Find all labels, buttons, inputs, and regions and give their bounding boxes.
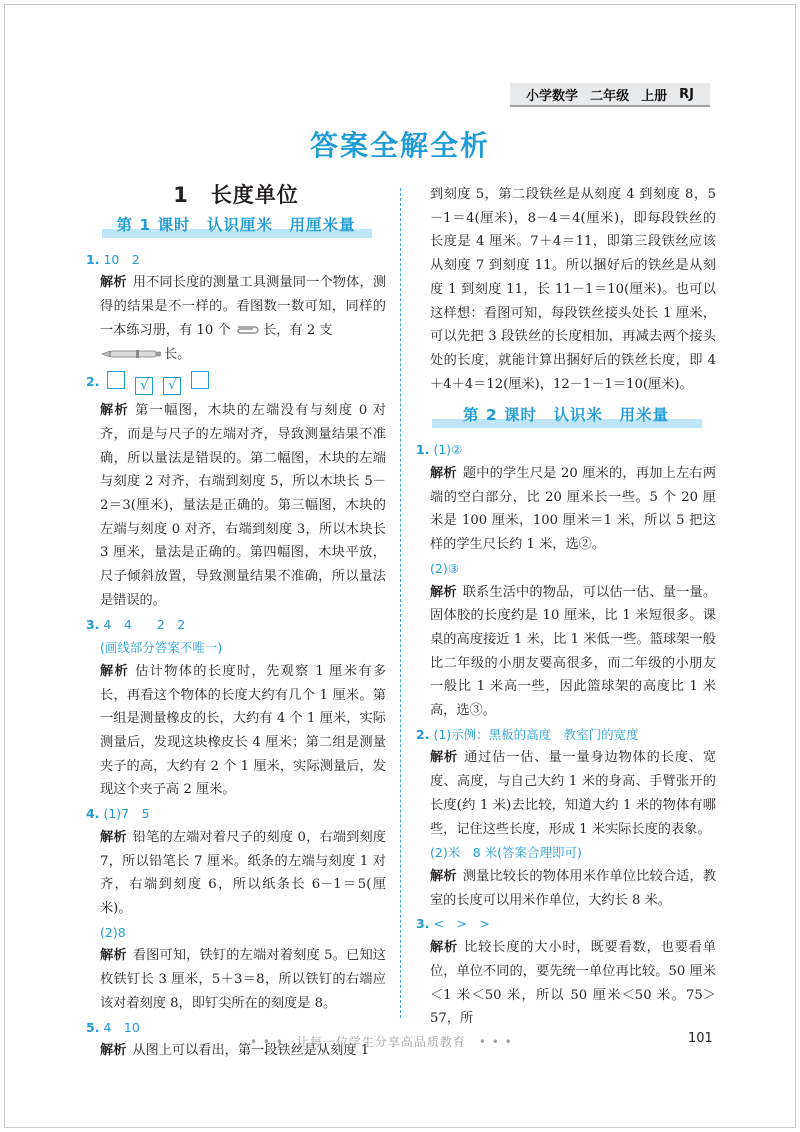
q1-exp-part-b: 长，有 2 支 (263, 322, 333, 338)
q3-answer-text: 4 4 2 2 (103, 616, 186, 632)
r-q2-exp-1-text: 通过估一估、量一量身边物体的长度、宽度、高度，与自己大约 1 米的身高、手臂张开的长度(约 1 米)去比较，知道大约 1 米的物体有哪些，记住这些长度，形成 1 米实际长度的表象。 (430, 750, 717, 837)
q4-exp-2-text: 看图可知，铁钉的左端对着刻度 5。已知这枚铁钉长 3 厘米，5＋3＝8，所以铁钉的右端应该对着刻度 8，即钉尖所在的刻度是 8。 (100, 948, 386, 1011)
explanation-label: 解析 (100, 275, 127, 291)
q1-answer (86, 248, 386, 272)
r-q3-answer-text: < > > (433, 916, 490, 932)
q2-number: 2. (86, 374, 100, 390)
unit-name: 长度单位 (210, 183, 299, 207)
r-q1-answer-1-text: (1)② (433, 442, 463, 458)
r-q1-explanation-1 (416, 462, 716, 557)
explanation-label: 解析 (100, 403, 130, 419)
q1-explanation (86, 271, 386, 366)
q5-number: 5. (86, 1019, 100, 1035)
r-q2-explanation-2 (416, 865, 716, 912)
q3-number: 3. (86, 616, 100, 632)
header-edition: RJ (679, 86, 694, 102)
header-volume: 上册 (641, 88, 668, 104)
r-q3-exp-text: 比较长度的大小时，既要看数，也要看单位，单位不同的，要先统一单位再比较。50 厘米＜1 米＜50 米，所以 50 厘米＜50 米。75＞57，所 (430, 940, 717, 1027)
r-q1-answer-2: (2)③ (430, 560, 459, 576)
footer-slogan: • • • 让每一位学生分享高品质教育 • • • (250, 1035, 513, 1049)
unit-title (86, 184, 386, 208)
q4-answer-1-text: (1)7 5 (103, 806, 150, 822)
q5-explanation-continued: 到刻度 5，第二段铁丝是从刻度 4 到刻度 8，5－1＝4(厘米)，8－4＝4(厘米)，即每段铁丝的长度是 4 厘米。7＋4＝11，即第三段铁丝应该从刻度 7 到刻度 11。所以捆好后的铁丝是从刻度 1 到刻度 11，长 11－1＝10(厘米)。也可以这样想：看图可知，每段铁丝接头处长 1 厘米，可以先把 3 段铁丝的长度相加，再减去两个接头处的长度，就能计算出捆好后的铁丝长度，即 4＋4＋4＝12(厘米)，12－1－1＝10(厘米)。 (430, 187, 716, 392)
explanation-label: 解析 (430, 466, 457, 482)
explanation-label: 解析 (100, 829, 127, 845)
paperclip-icon (235, 325, 259, 335)
q5-exp-text: 从图上可以看出，第一段铁丝是从刻度 1 (132, 1043, 370, 1059)
explanation-label: 解析 (430, 940, 459, 956)
q5-answer-text: 4 10 (103, 1019, 140, 1035)
lesson-1-title: 第 1 课时 认识厘米 用厘米量 (116, 215, 356, 234)
q4-answer-2: (2)8 (100, 924, 126, 940)
r-q1-exp-2-text: 联系生活中的物品，可以估一估、量一量。固体胶的长度约是 10 厘米，比 1 米短很多。课桌的高度接近 1 米，比 1 米低一些。篮球架一般比二年级的小朋友要高很多，而二年级的小朋友一般比 1 米高一些，因此篮球架的高度比 1 米高，选③。 (430, 584, 717, 719)
explanation-label: 解析 (430, 750, 459, 766)
r-q3-answer (416, 912, 716, 936)
header-subject: 小学数学 (526, 88, 579, 104)
right-column (416, 183, 716, 1031)
lesson-2-heading (416, 404, 716, 430)
q4-explanation-2 (86, 944, 386, 1015)
unit-number: 1 (173, 183, 189, 207)
r-q3-explanation (416, 936, 716, 1031)
r-q2-answer-2: (2)米 8 米(答案合理即可) (430, 845, 582, 861)
r-q2-number: 2. (416, 726, 430, 742)
q3-answer (86, 613, 386, 637)
page-title: 答案全解全析 (309, 129, 490, 162)
r-q2-answer-1-text: (1)示例：黑板的高度 教室门的宽度 (433, 726, 639, 742)
explanation-label: 解析 (430, 868, 457, 884)
q1-answer-text: 10 2 (103, 251, 140, 267)
left-column (86, 180, 386, 1063)
r-q2-explanation-1 (416, 746, 716, 841)
pen-icon (100, 348, 164, 360)
lesson-1-heading (86, 214, 386, 240)
r-q2-answer-1 (416, 723, 716, 747)
r-q1-explanation-2 (416, 581, 716, 723)
q2-box-3: √ (163, 377, 181, 395)
q1-number: 1. (86, 251, 100, 267)
lesson-2-title: 第 2 课时 认识米 用米量 (462, 406, 670, 425)
explanation-label: 解析 (100, 948, 127, 964)
explanation-label: 解析 (430, 584, 457, 600)
q1-exp-part-c: 长。 (164, 346, 191, 362)
page-number: 101 (688, 1031, 713, 1046)
r-q2-exp-2-text: 测量比较长的物体用米作单位比较合适，教室的长度可以用米作单位，大约长 8 米。 (430, 868, 717, 908)
column-divider (400, 188, 401, 1018)
q2-box-4 (191, 371, 209, 389)
q3-note: (画线部分答案不唯一) (100, 640, 223, 656)
r-q1-number: 1. (416, 442, 430, 458)
header-grade: 二年级 (590, 88, 630, 104)
q2-box-1 (107, 371, 125, 389)
r-q1-exp-1-text: 题中的学生尺是 20 厘米的，再加上左右两端的空白部分，比 20 厘米长一些。5 个 20 厘米是 100 厘米，100 厘米＝1 米，所以 5 把这样的学生尺长约 1 米，选②。 (430, 466, 717, 553)
q2-explanation (86, 399, 386, 612)
q2-exp-text: 第一幅图，木块的左端没有与刻度 0 对齐，而是与尺子的左端对齐，导致测量结果不准确，所以量法是错误的。第二幅图，木块的左端与刻度 2 对齐，右端到刻度 5，所以木块长 5－2＝3(厘米)，量法是正确的。第三幅图，木块的左端与刻度 0 对齐，右端到刻度 3，所以木块长 3 厘米，量法是正确的。第四幅图，木块平放，尺子倾斜放置，导致测量结果不准确，所以量法是错误的。 (100, 403, 387, 608)
r-q3-number: 3. (416, 916, 430, 932)
q1-exp-part-a: 用不同长度的测量工具测量同一个物体，测得的结果是不一样的。看图数一数可知，同样的一本练习册，有 10 个 (100, 275, 387, 338)
q4-answer-1 (86, 802, 386, 826)
q4-number: 4. (86, 806, 100, 822)
q3-explanation (86, 660, 386, 802)
q4-explanation-1 (86, 826, 386, 921)
header-badge (510, 83, 710, 107)
q3-exp-text: 估计物体的长度时，先观察 1 厘米有多长，再看这个物体的长度大约有几个 1 厘米。第一组是测量橡皮的长，大约有 4 个 1 厘米，实际测量后，发现这块橡皮长 4 厘米；第二组是测量夹子的高，大约有 2 个 1 厘米，实际测量后，发现这个夹子高 2 厘米。 (100, 663, 387, 798)
explanation-label: 解析 (100, 663, 130, 679)
r-q1-answer-1 (416, 438, 716, 462)
explanation-label: 解析 (100, 1043, 127, 1059)
q2-box-2: √ (135, 377, 153, 395)
q2-answer (86, 370, 386, 395)
q4-exp-1-text: 铅笔的左端对着尺子的刻度 0，右端到刻度 7，所以铅笔长 7 厘米。纸条的左端与刻度 1 对齐，右端到刻度 6，所以纸条长 6－1＝5(厘米)。 (100, 829, 386, 916)
